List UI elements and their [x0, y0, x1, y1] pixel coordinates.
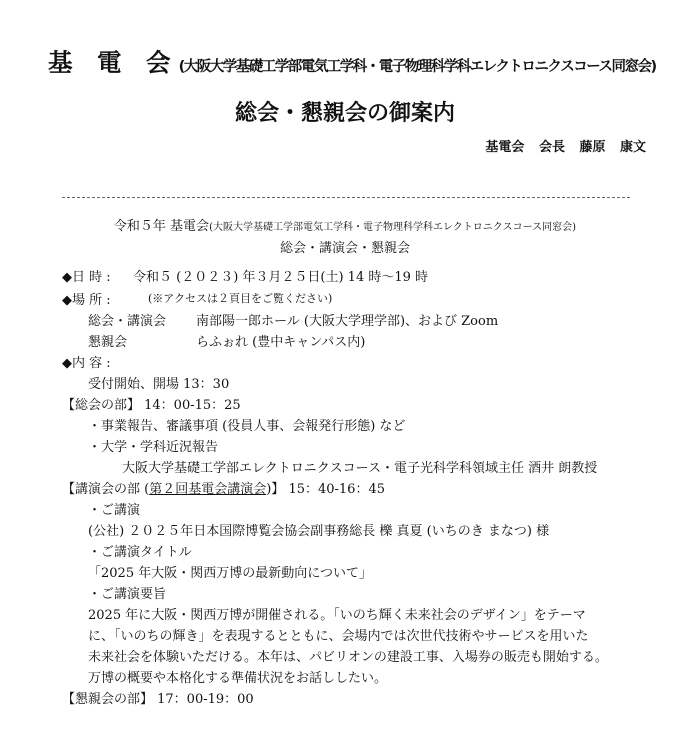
- venue-row-place: 南部陽一郎ホール (大阪大学理学部)、および Zoom: [196, 314, 499, 329]
- event-heading-sub: (大阪大学基礎工学部電気工学科・電子物理科学科エレクトロニクスコース同窓会): [209, 222, 577, 233]
- datetime-value: 令和５ (２０２３) 年３月２５日(土) 14 時〜19 時: [133, 270, 429, 285]
- summary-line: に、「いのちの輝き」を表現するとともに、会場内では次世代技術やサービスを用いた: [88, 629, 589, 644]
- event-heading-line2: 総会・講演会・懇親会: [279, 241, 410, 256]
- event-heading-main: 令和５年 基電会: [113, 219, 210, 234]
- general-meeting-item: ・大学・学科近況報告: [88, 440, 219, 455]
- lecture-series-link[interactable]: 第２回基電会講演会: [149, 482, 267, 497]
- datetime-label: ◆日 時 :: [62, 270, 111, 285]
- speaker-line: (公社) ２０２５年日本国際博覧会協会副事務総長 櫟 真夏 (いちのき まなつ) 様: [88, 524, 550, 539]
- summary-line: 2025 年に大阪・関西万博が開催される。「いのち輝く未来社会のデザイン」をテーマ: [88, 608, 586, 623]
- social-label: 【懇親会の部】 17：00-19：00: [62, 692, 254, 707]
- speaker-heading: ・ご講演: [88, 503, 141, 518]
- dashed-divider: [62, 197, 630, 198]
- venue-row-name: 懇親会: [88, 335, 128, 350]
- title-main: 基 電 会: [48, 48, 179, 77]
- lecture-label-pre: 【講演会の部 (: [62, 482, 150, 497]
- document-subtitle: 総会・懇親会の御案内: [234, 101, 455, 126]
- lecture-label-post: )】 15：40-16：45: [266, 482, 385, 497]
- lecture-title: 「2025 年大阪・関西万博の最新動向について」: [88, 566, 372, 581]
- venue-row-place: らふぉれ (豊中キャンパス内): [196, 335, 366, 350]
- title-sub: (大阪大学基礎工学部電気工学科・電子物理科学科エレクトロニクスコース同窓会): [178, 59, 656, 75]
- event-heading: [0, 215, 690, 234]
- lecture-label: [62, 478, 385, 497]
- reception-time: 受付開始、開場 13：30: [88, 377, 230, 392]
- venue-row-name: 総会・講演会: [88, 314, 167, 329]
- reporter-line: 大阪大学基礎工学部エレクトロニクスコース・電子光科学科領域主任 酒井 朗教授: [122, 461, 598, 476]
- venue-note: (※アクセスは２頁目をご覧ください): [148, 292, 333, 305]
- general-meeting-label: 【総会の部】 14：00-15：25: [62, 398, 241, 413]
- summary-line: 未来社会を体験いただける。本年は、パビリオンの建設工事、入場券の販売も開始する。: [88, 650, 608, 665]
- general-meeting-item: ・事業報告、審議事項 (役員人事、会報発行形態) など: [88, 419, 406, 434]
- content-label: ◆内 容 :: [62, 356, 111, 371]
- lecture-title-heading: ・ご講演タイトル: [88, 545, 192, 560]
- signature: 基電会 会長 藤原 康文: [485, 140, 646, 155]
- document-title: [48, 44, 656, 79]
- summary-heading: ・ご講演要旨: [88, 587, 167, 602]
- venue-label: ◆場 所 :: [62, 293, 111, 308]
- summary-line: 万博の概要や本格化する準備状況をお話ししたい。: [88, 671, 388, 686]
